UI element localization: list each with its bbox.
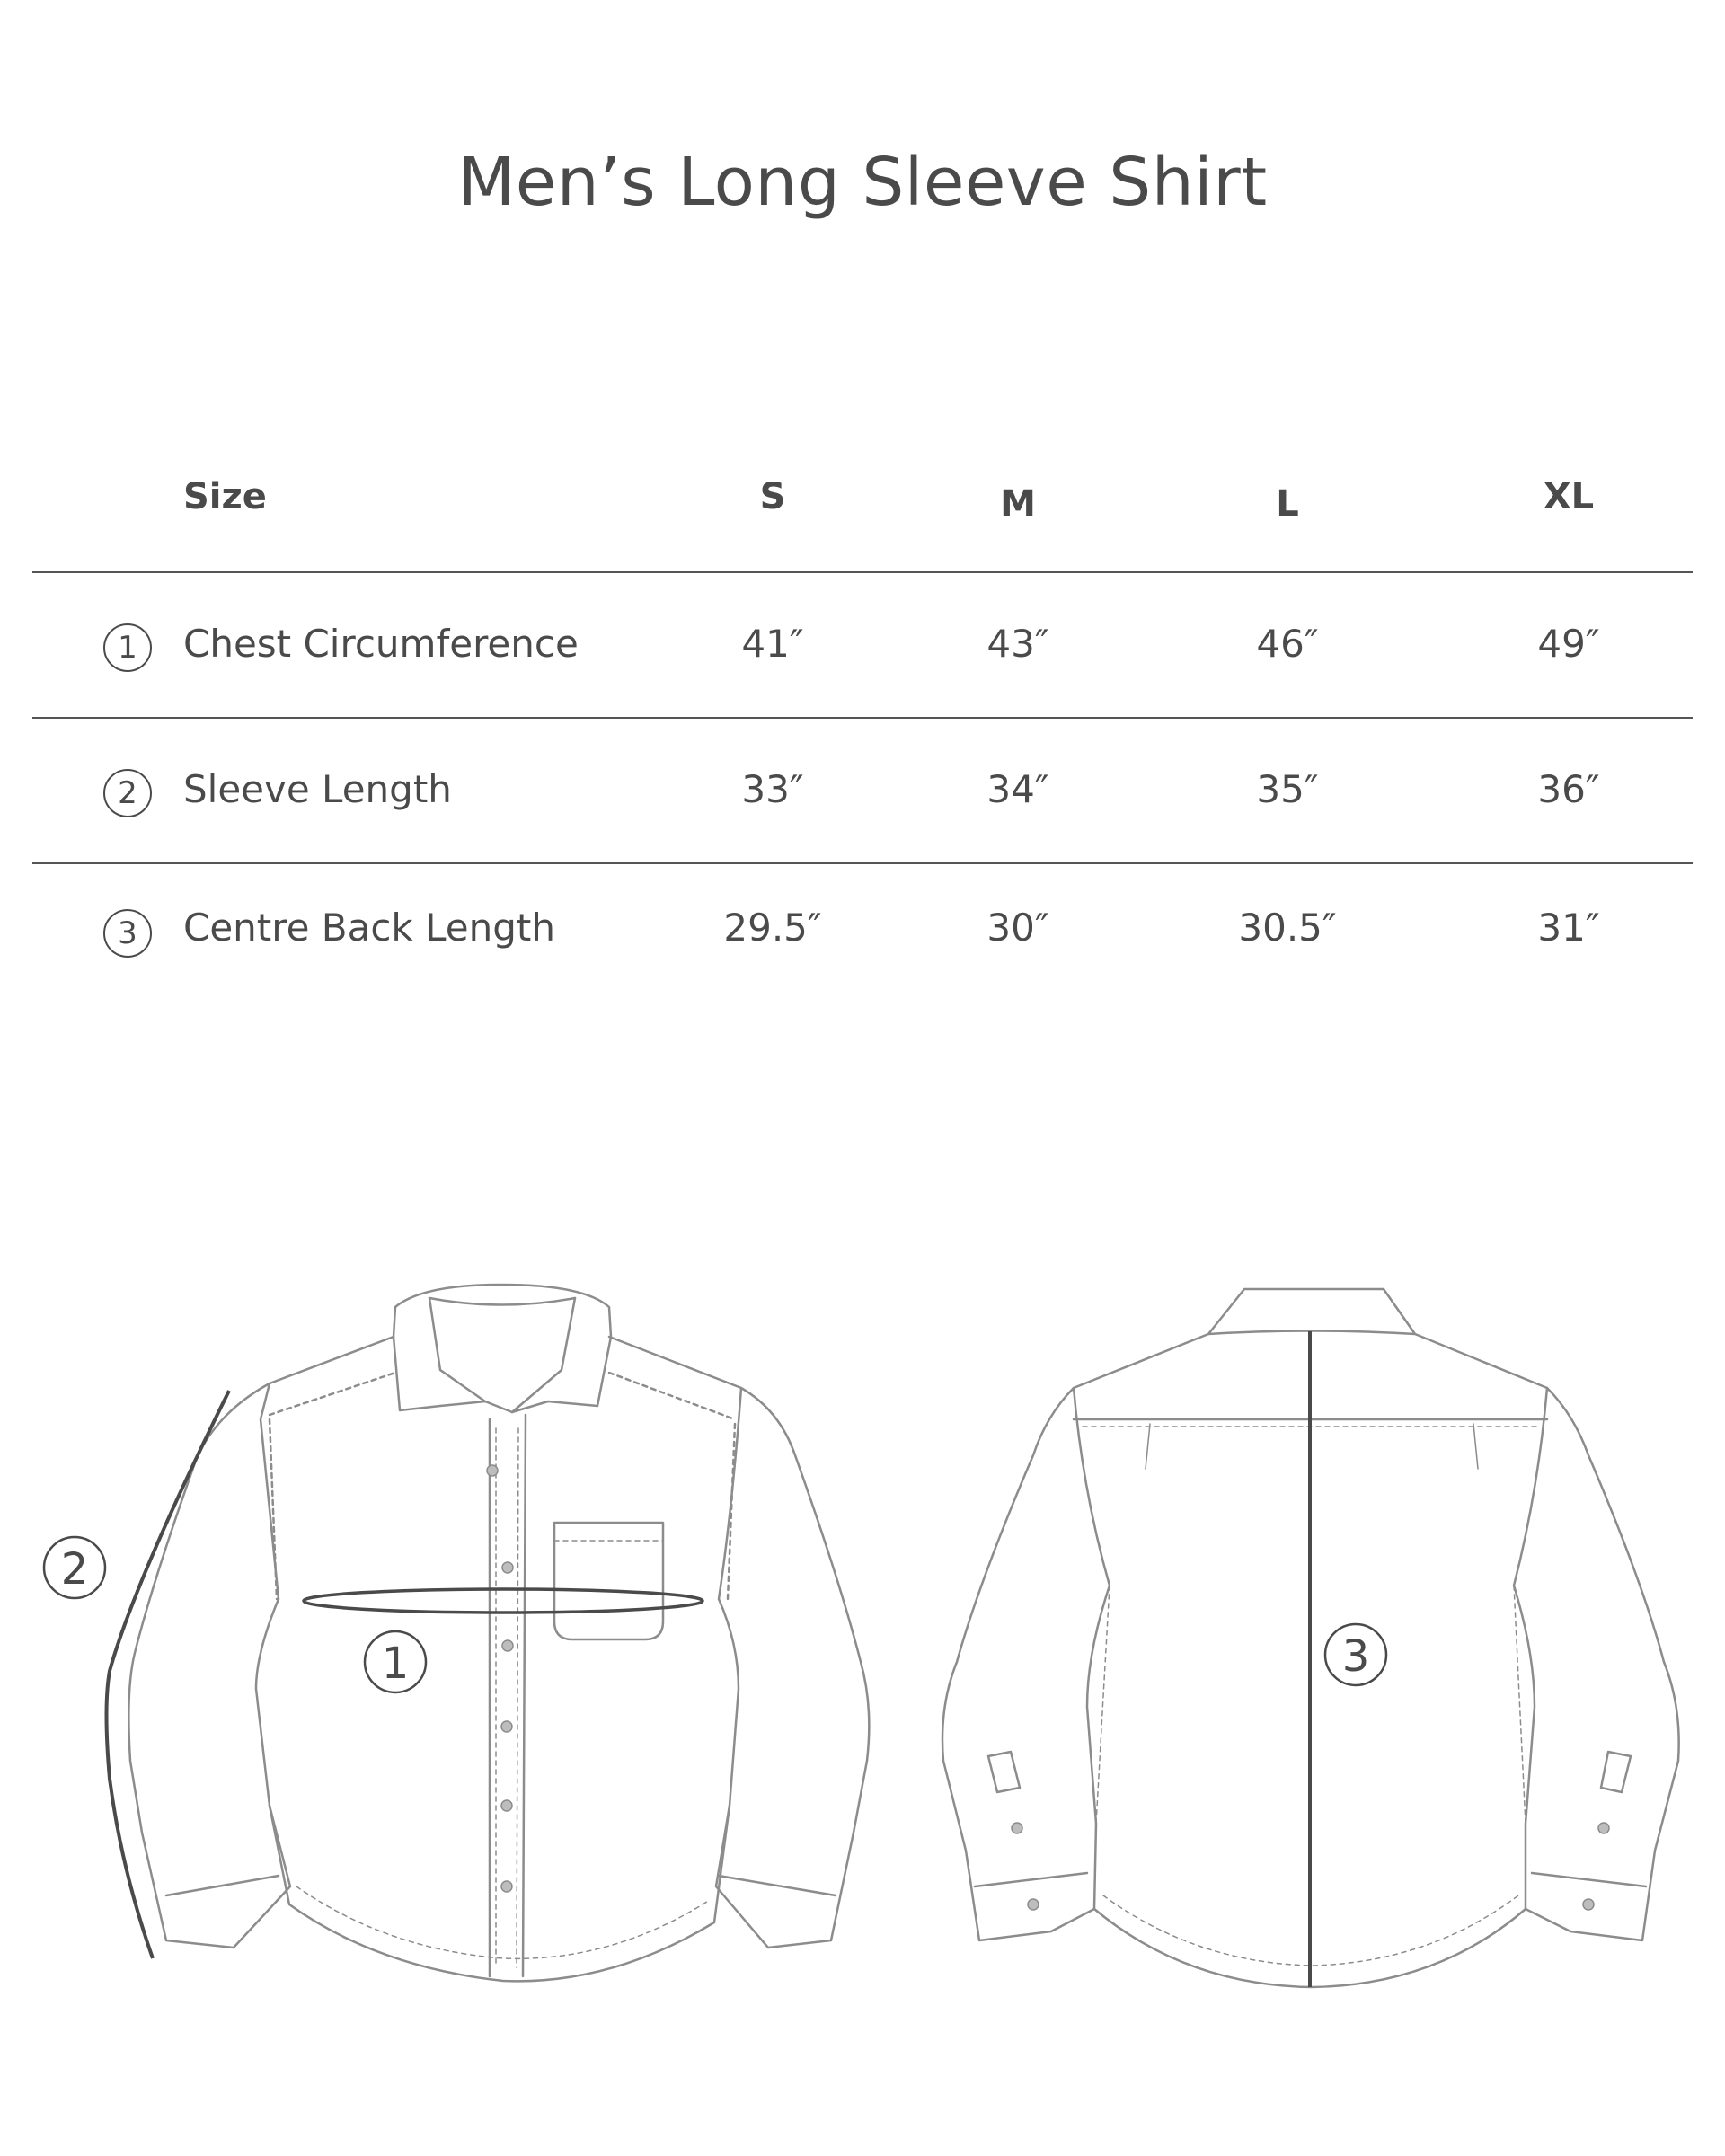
table-row-sleeve [32, 717, 1693, 862]
back-left-cuff-line [975, 1873, 1087, 1886]
front-right-seam [728, 1424, 735, 1599]
button-icon [501, 1721, 512, 1732]
shirt-diagram [0, 1240, 1725, 2048]
marker-chest [365, 1631, 426, 1692]
back-right-sleeve [1526, 1388, 1679, 1940]
value-cell-m: 30″ [986, 906, 1049, 950]
table-row-back-length [32, 862, 1693, 994]
measurement-number-badge: 1 [103, 623, 152, 672]
value-cell-xl: 49″ [1537, 622, 1600, 666]
measurement-label: Chest Circumference [183, 622, 579, 666]
table-row-chest [32, 571, 1693, 717]
size-header-s: S [759, 476, 786, 517]
back-left-sleeve-placket [988, 1752, 1020, 1792]
front-buttons [487, 1465, 513, 1892]
chest-circumference-ellipse [304, 1589, 703, 1613]
size-header-l: L [1276, 483, 1299, 525]
size-header-xl: XL [1543, 476, 1595, 517]
front-left-cuff-line [166, 1876, 279, 1895]
back-right-cuff-line [1532, 1873, 1646, 1886]
front-right-sleeve [716, 1388, 869, 1948]
value-cell-l: 46″ [1256, 622, 1319, 666]
value-cell-xl: 31″ [1537, 906, 1600, 950]
button-icon [502, 1562, 513, 1573]
button-icon [1583, 1899, 1594, 1910]
value-cell-m: 43″ [986, 622, 1049, 666]
front-right-cuff-line [719, 1876, 836, 1895]
value-cell-l: 30.5″ [1238, 906, 1337, 950]
button-icon [502, 1640, 513, 1651]
value-cell-m: 34″ [986, 767, 1049, 811]
marker-sleeve [44, 1537, 105, 1598]
button-icon [501, 1881, 512, 1892]
sleeve-length-line [107, 1391, 230, 1958]
button-icon [487, 1465, 498, 1476]
value-cell-s: 41″ [741, 622, 804, 666]
button-icon [1028, 1899, 1039, 1910]
size-chart-table [32, 431, 1693, 994]
front-neckband [429, 1298, 575, 1305]
marker-number: 2 [60, 1544, 89, 1595]
measurement-number-badge: 3 [103, 909, 152, 958]
back-collar [1208, 1289, 1415, 1334]
value-cell-l: 35″ [1256, 767, 1319, 811]
shirt-front-view [128, 1285, 869, 1981]
value-cell-s: 29.5″ [723, 906, 822, 950]
front-collar-fold-right [512, 1298, 575, 1412]
value-cell-s: 33″ [741, 767, 804, 811]
button-icon [1012, 1823, 1022, 1833]
button-icon [1598, 1823, 1609, 1833]
measurement-number-badge: 2 [103, 769, 152, 817]
marker-back-length [1325, 1624, 1386, 1685]
size-header-m: M [1000, 483, 1036, 525]
table-header-row [32, 431, 1693, 571]
value-cell-xl: 36″ [1537, 767, 1600, 811]
front-hem-stitch [296, 1886, 710, 1958]
front-yoke-stitch-left [270, 1373, 395, 1415]
button-icon [501, 1800, 512, 1811]
size-header-label: Size [183, 476, 267, 517]
front-body-outline [256, 1337, 741, 1981]
measurement-label: Centre Back Length [183, 906, 555, 950]
front-collar-fold-left [429, 1298, 485, 1401]
page-title: Men’s Long Sleeve Shirt [457, 144, 1268, 221]
marker-number: 3 [1341, 1631, 1370, 1682]
back-left-sleeve [942, 1388, 1094, 1940]
front-yoke-stitch-right [609, 1373, 735, 1419]
back-right-sleeve-placket [1601, 1752, 1631, 1792]
marker-number: 1 [381, 1639, 410, 1689]
measurement-label: Sleeve Length [183, 767, 452, 811]
